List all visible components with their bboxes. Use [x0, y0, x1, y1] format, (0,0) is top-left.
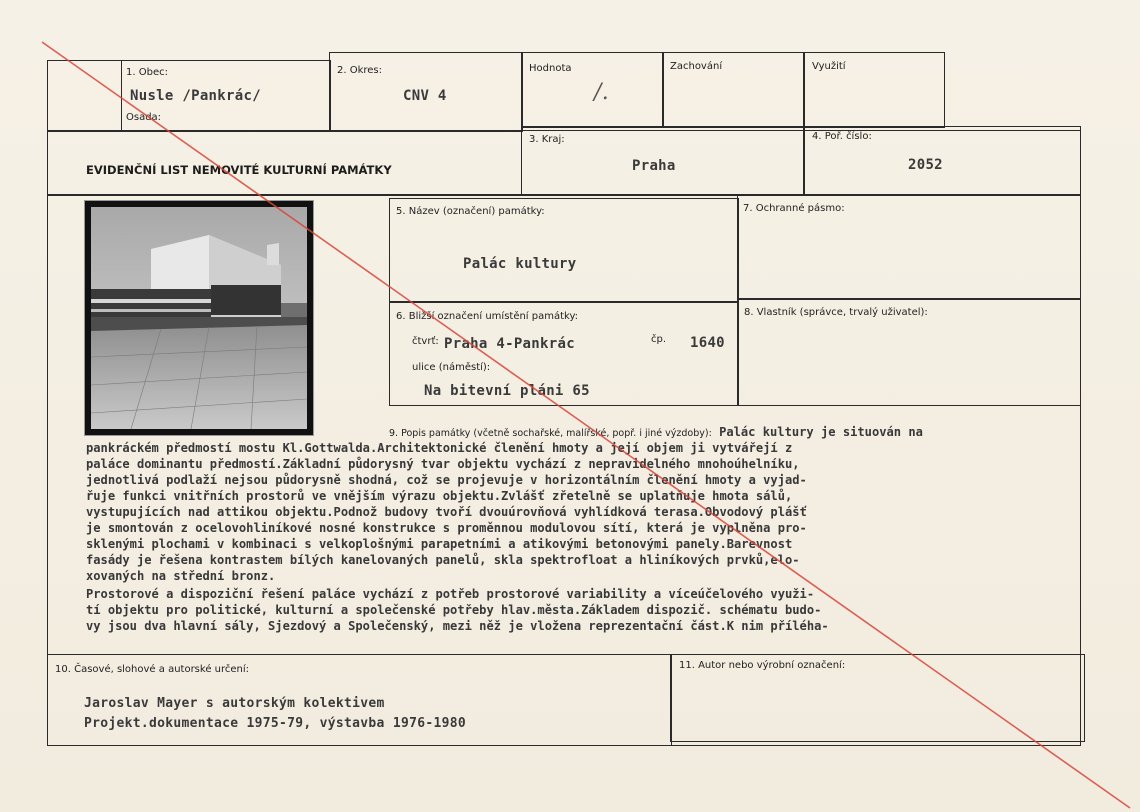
vlastnik-label: 8. Vlastník (správce, trvalý uživatel):	[744, 307, 928, 318]
popis-line: pankráckém předmostí mostu Kl.Gottwalda.Architektonické členění hmoty a její objem ji vytvářejí z	[86, 441, 793, 455]
popis-line: vy jsou dva hlavní sály, Sjezdový a Společenský, mezi něž je vložena reprezentační část.K nim příléha-	[86, 619, 829, 633]
card-heading: EVIDENČNÍ LIST NEMOVITÉ KULTURNÍ PAMÁTKY	[86, 163, 392, 177]
nazev-label: 5. Název (označení) památky:	[396, 206, 545, 217]
casove-line: Projekt.dokumentace 1975-79, výstavba 1976-1980	[84, 716, 466, 731]
hodnota-mark: /.	[594, 80, 610, 105]
kraj-value: Praha	[632, 158, 676, 174]
por-cislo-label: 4. Poř. číslo:	[812, 131, 872, 142]
vyuziti-label: Využití	[812, 61, 846, 72]
ctvrt-label: čtvrť:	[412, 336, 439, 347]
ochranne-label: 7. Ochranné pásmo:	[743, 203, 845, 214]
popis-line: Prostorové a dispoziční řešení paláce vychází z potřeb prostorové variability a víceúčelového využi-	[86, 587, 815, 601]
zachovani-label: Zachování	[670, 61, 723, 72]
por-cislo-value: 2052	[908, 157, 943, 173]
ulice-label: ulice (náměstí):	[412, 362, 491, 373]
popis-line: tí objektu pro politické, kulturní a společenské potřeby hlav.města.Základem dispozič. schématu budo-	[86, 603, 822, 617]
popis-line: vystupujících nad attikou objektu.Podnož budovy tvoří dvouúrovňová vyhlídková terasa.Obvodový plášť	[86, 505, 807, 519]
umisteni-label: 6. Bližší označení umístění památky:	[396, 311, 579, 322]
ulice-value: Na bitevní pláni 65	[424, 383, 590, 399]
ctvrt-value: Praha 4-Pankrác	[444, 336, 575, 352]
nazev-value: Palác kultury	[463, 256, 577, 272]
obec-value: Nusle /Pankrác/	[130, 88, 261, 104]
popis-line: sklenými plochami v kombinaci s velkoplošnými parapetními a atikovými betonovými panely.Barevnost	[86, 537, 793, 551]
popis-line: paláce dominantu předmostí.Základní půdorysný tvar objektu vychází z nepravidelného mnohoúhelníku,	[86, 457, 800, 471]
popis-line: je smontován z ocelovohliníkové nosné konstrukce s proměnnou modulovou sítí, která je vyplněna pro-	[86, 521, 807, 535]
obec-label: 1. Obec:	[126, 67, 168, 78]
cp-label: čp.	[651, 334, 667, 345]
popis-line: jednotlivá podlaží nejsou půdorysně shodná, což se projevuje v horizontálním členění hmoty a vyjad-	[86, 473, 807, 487]
okres-label: 2. Okres:	[337, 65, 383, 76]
kraj-label: 3. Kraj:	[529, 134, 565, 145]
popis-first-text: Palác kultury je situován na	[719, 425, 923, 439]
popis-line: řuje funkci vnitřních prostorů ve vnějším výrazu objektu.Zvlášť zřetelně se uplatňuje hmota sálů,	[86, 489, 793, 503]
popis-line: fasády je řešena kontrastem bílých kanelovaných panelů, skla spektrofloat a hliníkových prvků,elo-	[86, 553, 800, 567]
autor-label: 11. Autor nebo výrobní označení:	[679, 660, 846, 671]
casove-label: 10. Časové, slohové a autorské určení:	[55, 664, 250, 675]
okres-value: CNV 4	[403, 88, 447, 104]
casove-line: Jaroslav Mayer s autorským kolektivem	[84, 696, 385, 711]
popis-line: xovaných na střední bronz.	[86, 569, 276, 583]
popis-label: 9. Popis památky (včetně sochařské, malířské, popř. i jiné výzdoby):	[389, 428, 712, 439]
hodnota-label: Hodnota	[529, 63, 572, 74]
osada-label: Osada:	[126, 112, 162, 123]
cp-value: 1640	[690, 335, 725, 351]
